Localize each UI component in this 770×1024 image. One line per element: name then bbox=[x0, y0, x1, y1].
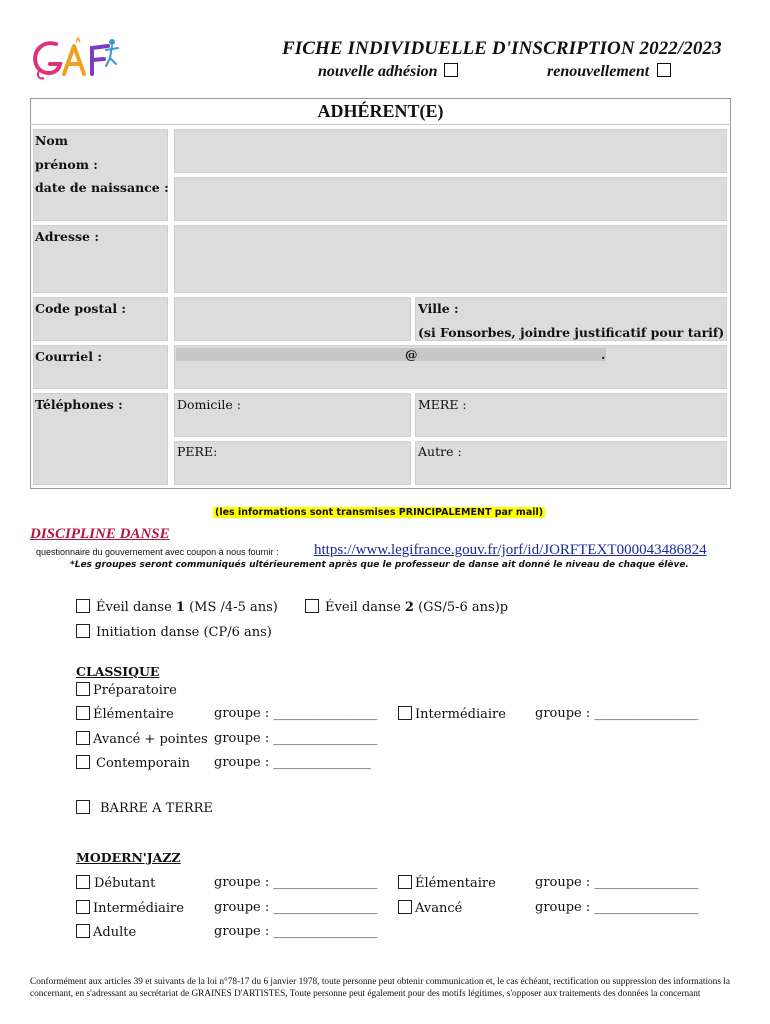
logo-mark-icon bbox=[35, 38, 118, 78]
mother-phone-label: MERE : bbox=[418, 397, 467, 412]
other-phone-label: Autre : bbox=[418, 444, 462, 459]
city-note: (si Fonsorbes, joindre justificatif pour tarif) bbox=[418, 325, 725, 340]
name-field[interactable] bbox=[174, 129, 727, 173]
option-eveil-1[interactable] bbox=[76, 599, 278, 615]
jazz-debutant-label: Débutant bbox=[94, 876, 156, 891]
classique-intermediaire-label: Intermédiaire bbox=[415, 707, 506, 722]
option-classique-elementaire[interactable] bbox=[76, 706, 174, 722]
classique-avance-checkbox[interactable] bbox=[76, 731, 90, 745]
questionnaire-text: questionnaire du gouvernement avec coupon à nous fournir : bbox=[36, 547, 279, 557]
jazz-elementaire-group[interactable]: groupe : ________________ bbox=[535, 875, 699, 890]
jazz-intermediaire-checkbox[interactable] bbox=[76, 900, 90, 914]
email-dot: . bbox=[601, 347, 606, 362]
renewal-option[interactable] bbox=[547, 63, 671, 81]
postal-code-field[interactable] bbox=[174, 297, 411, 341]
renewal-checkbox[interactable] bbox=[657, 63, 671, 77]
jazz-avance-label: Avancé bbox=[415, 901, 463, 916]
option-initiation[interactable] bbox=[76, 624, 272, 640]
renewal-label: renouvellement bbox=[547, 63, 650, 80]
contemporain-checkbox[interactable] bbox=[76, 755, 90, 769]
contemporain-label: Contemporain bbox=[96, 756, 191, 771]
jazz-elementaire-checkbox[interactable] bbox=[398, 875, 412, 889]
classique-intermediaire-checkbox[interactable] bbox=[398, 706, 412, 720]
form-title: FICHE INDIVIDUELLE D'INSCRIPTION 2022/2023 bbox=[282, 38, 722, 59]
email-underlay bbox=[176, 348, 606, 361]
option-jazz-adulte[interactable] bbox=[76, 924, 136, 940]
eveil-1-label: Éveil danse bbox=[96, 600, 176, 615]
eveil-2-age: (GS/5-6 ans)p bbox=[413, 600, 509, 615]
preparatoire-label: Préparatoire bbox=[93, 683, 177, 698]
legal-notice: Conformément aux articles 39 et suivants de la loi n°78-17 du 6 janvier 1978, toute personne peut obtenir communication et, le cas échéant, rectification ou suppression des informations la concernant, en s'adressant au secrétariat de GRAINES D'ARTISTES, Toute personne peut également pour des motifs légitimes, s'opposer aux traitements des données la concernant bbox=[30, 977, 730, 999]
option-eveil-2[interactable] bbox=[305, 599, 508, 615]
jazz-elementaire-label: Élémentaire bbox=[415, 876, 496, 891]
member-heading: ADHÉRENT(E) bbox=[30, 98, 731, 125]
new-membership-checkbox[interactable] bbox=[444, 63, 458, 77]
questionnaire-link[interactable]: https://www.legifrance.gouv.fr/jorf/id/JORFTEXT000043486824 bbox=[314, 542, 707, 558]
initiation-checkbox[interactable] bbox=[76, 624, 90, 638]
email-notice: (les informations sont transmises PRINCIPALEMENT par mail) bbox=[215, 507, 544, 518]
jazz-adulte-group[interactable]: groupe : ________________ bbox=[214, 924, 378, 939]
eveil-2-label: Éveil danse bbox=[325, 600, 405, 615]
classique-title: CLASSIQUE bbox=[76, 664, 160, 679]
logo-text: GAF bbox=[28, 34, 31, 35]
jazz-intermediaire-group[interactable]: groupe : ________________ bbox=[214, 900, 378, 915]
jazz-adulte-checkbox[interactable] bbox=[76, 924, 90, 938]
initiation-label: Initiation danse (CP/6 ans) bbox=[96, 625, 272, 640]
eveil-1-age: (MS /4-5 ans) bbox=[184, 600, 278, 615]
email-label: Courriel : bbox=[35, 349, 102, 364]
logo bbox=[28, 34, 124, 84]
phones-label: Téléphones : bbox=[35, 397, 123, 412]
option-jazz-intermediaire[interactable] bbox=[76, 900, 184, 916]
jazz-debutant-checkbox[interactable] bbox=[76, 875, 90, 889]
address-field[interactable] bbox=[174, 225, 727, 293]
eveil-2-checkbox[interactable] bbox=[305, 599, 319, 613]
option-jazz-elementaire[interactable] bbox=[398, 875, 496, 891]
classique-avance-group[interactable]: groupe : ________________ bbox=[214, 731, 378, 746]
email-at-sign: @ bbox=[405, 347, 418, 362]
option-barre-a-terre[interactable] bbox=[76, 800, 213, 816]
birthdate-label: date de naissance : bbox=[35, 180, 169, 195]
birthdate-field[interactable] bbox=[174, 177, 727, 221]
jazz-intermediaire-label: Intermédiaire bbox=[93, 901, 184, 916]
address-label: Adresse : bbox=[35, 229, 99, 244]
city-label: Ville : bbox=[418, 301, 459, 316]
option-classique-intermediaire[interactable] bbox=[398, 706, 506, 722]
groups-note: *Les groupes seront communiqués ultérieurement après que le professeur de danse ait donné le niveau de chaque élève. bbox=[70, 560, 689, 570]
dance-section-title: DISCIPLINE DANSE bbox=[30, 526, 170, 542]
option-contemporain[interactable] bbox=[76, 755, 190, 771]
classique-elementaire-label: Élémentaire bbox=[93, 707, 174, 722]
eveil-1-level: 1 bbox=[175, 600, 185, 615]
barre-checkbox[interactable] bbox=[76, 800, 90, 814]
classique-elementaire-group[interactable]: groupe : ________________ bbox=[214, 706, 378, 721]
postal-code-label: Code postal : bbox=[35, 301, 127, 316]
jazz-title: MODERN'JAZZ bbox=[76, 850, 181, 865]
eveil-1-checkbox[interactable] bbox=[76, 599, 90, 613]
father-phone-label: PERE: bbox=[177, 444, 218, 459]
prenom-label: prénom : bbox=[35, 157, 98, 172]
option-classique-avance[interactable] bbox=[76, 731, 208, 747]
jazz-adulte-label: Adulte bbox=[93, 925, 137, 940]
preparatoire-checkbox[interactable] bbox=[76, 682, 90, 696]
classique-elementaire-checkbox[interactable] bbox=[76, 706, 90, 720]
jazz-avance-checkbox[interactable] bbox=[398, 900, 412, 914]
home-phone-label: Domicile : bbox=[177, 397, 241, 412]
classique-intermediaire-group[interactable]: groupe : ________________ bbox=[535, 706, 699, 721]
contemporain-group[interactable]: groupe : _______________ bbox=[214, 755, 371, 770]
classique-avance-label: Avancé + pointes bbox=[93, 732, 208, 747]
option-jazz-debutant[interactable] bbox=[76, 875, 155, 891]
jazz-debutant-group[interactable]: groupe : ________________ bbox=[214, 875, 378, 890]
new-membership-label: nouvelle adhésion bbox=[318, 63, 438, 80]
eveil-2-level: 2 bbox=[404, 600, 414, 615]
nom-label: Nom bbox=[35, 133, 68, 148]
jazz-avance-group[interactable]: groupe : ________________ bbox=[535, 900, 699, 915]
barre-label: BARRE A TERRE bbox=[100, 801, 213, 816]
option-jazz-avance[interactable] bbox=[398, 900, 462, 916]
new-membership-option[interactable] bbox=[318, 63, 458, 81]
option-preparatoire[interactable] bbox=[76, 682, 177, 698]
